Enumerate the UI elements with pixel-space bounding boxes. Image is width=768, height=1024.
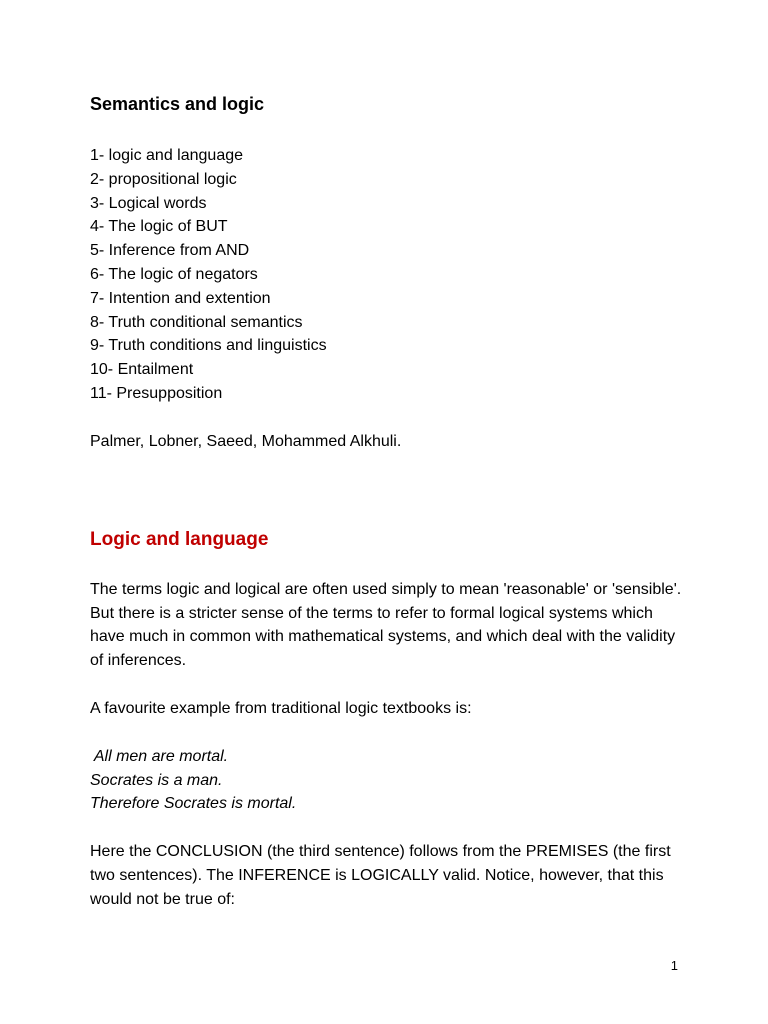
toc-item: 11- Presupposition [90, 384, 223, 402]
section-heading: Logic and language [90, 528, 269, 550]
toc-item: 10- Entailment [90, 361, 194, 379]
toc-item: 8- Truth conditional semantics [90, 313, 303, 331]
toc-item: 5- Inference from AND [90, 242, 250, 260]
toc-item: 9- Truth conditions and linguistics [90, 337, 327, 355]
authors-line: Palmer, Lobner, Saeed, Mohammed Alkhuli. [90, 432, 402, 450]
toc-item: 1- logic and language [90, 147, 244, 164]
paragraph-intro: The terms logic and logical are often used simply to mean 'reasonable' or 'sensible'. But there is a stricter sense of the terms to refer to formal logical systems which have much in common with mathematical systems, and which deal with the validity of inferences. [90, 580, 682, 670]
example-line: All men are mortal. [90, 747, 229, 765]
example-line: Therefore Socrates is mortal. [90, 795, 297, 813]
paragraph-example-lead: A favourite example from traditional logic textbooks is: [90, 699, 472, 717]
paragraph-conclusion: Here the CONCLUSION (the third sentence) follows from the PREMISES (the first two sentences). The INFERENCE is LOGICALLY valid. Notice, however, that this would not be true of: [90, 843, 671, 908]
page-number: 1 [670, 958, 678, 973]
toc-item: 3- Logical words [90, 194, 207, 212]
page-content [90, 90, 690, 912]
document-title: Semantics and logic [90, 94, 265, 114]
example-line: Socrates is a man. [90, 771, 223, 789]
toc-item: 6- The logic of negators [90, 265, 258, 283]
toc-item: 2- propositional logic [90, 170, 237, 188]
toc-item: 7- Intention and extention [90, 289, 271, 307]
table-of-contents [90, 144, 690, 406]
toc-item: 4- The logic of BUT [90, 218, 228, 236]
syllogism-example [90, 745, 690, 816]
